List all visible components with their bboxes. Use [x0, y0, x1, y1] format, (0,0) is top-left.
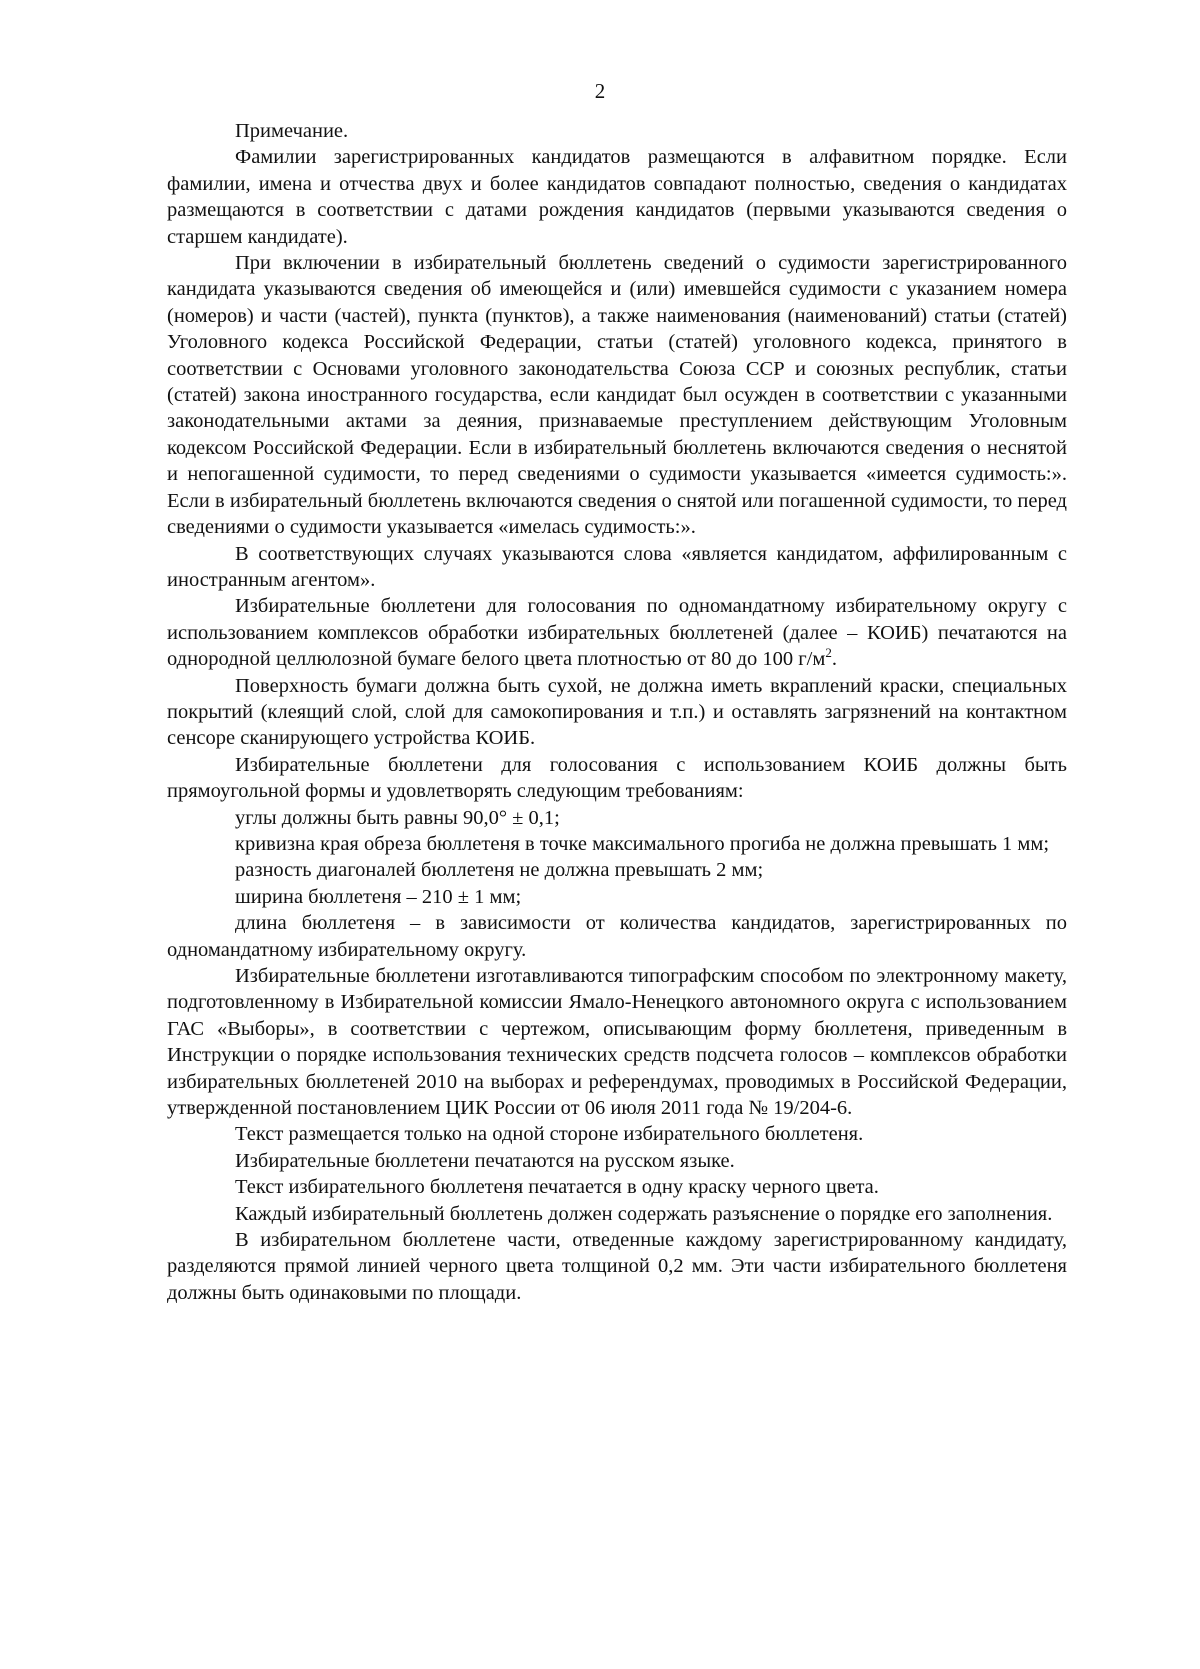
paper-density-tail: . — [831, 648, 837, 671]
page-number: 2 — [594, 79, 606, 103]
requirement-width: ширина бюллетеня – 210 ± 1 мм; — [235, 885, 522, 908]
paragraph-language: Избирательные бюллетени печатаются на русском языке. — [235, 1149, 735, 1172]
requirement-angles: углы должны быть равны 90,0° ± 0,1; — [235, 806, 560, 829]
paragraph-explanation: Каждый избирательный бюллетень должен содержать разъяснение о порядке его заполнения. — [235, 1202, 1053, 1225]
paragraph-candidate-sections: В избирательном бюллетене части, отведенные каждому зарегистрированному кандидату, разделяются прямой линией черного цвета толщиной 0,2 мм. Эти части избирательного бюллетеня должны быть одинаковыми по площади. — [167, 1229, 1067, 1304]
paragraph-foreign-agent: В соответствующих случаях указываются слова «является кандидатом, аффилированным с иностранным агентом». — [167, 542, 1067, 591]
requirement-diagonals: разность диагоналей бюллетеня не должна превышать 2 мм; — [235, 859, 764, 882]
document-body — [167, 118, 1067, 1306]
note-heading: Примечание. — [235, 120, 349, 142]
paragraph-candidate-order: Фамилии зарегистрированных кандидатов размещаются в алфавитном порядке. Если фамилии, имена и отчества двух и более кандидатов совпадают полностью, сведения о кандидатах размещаются в соответствии с датами рождения кандидатов (первыми указываются сведения о старшем кандидате). — [167, 146, 1067, 248]
requirement-length: длина бюллетеня – в зависимости от количества кандидатов, зарегистрированных по одномандатному избирательному округу. — [167, 912, 1067, 961]
paragraph-printing-method: Избирательные бюллетени изготавливаются типографским способом по электронному макету, подготовленному в Избирательной комиссии Ямало-Ненецкого автономного округа с использованием ГАС «Выборы», в соответствии с чертежом, описывающим форму бюллетеня, приведенным в Инструкции о порядке использования технических средств подсчета голосов – комплексов обработки избирательных бюллетеней 2010 на выборах и референдумах, проводимых в Российской Федерации, утвержденной постановлением ЦИК России от 06 июля 2011 года № 19/204-6. — [167, 965, 1067, 1120]
paragraph-one-side: Текст размещается только на одной стороне избирательного бюллетеня. — [235, 1123, 864, 1146]
paragraph-paper-surface: Поверхность бумаги должна быть сухой, не должна иметь вкраплений краски, специальных покрытий (клеящий слой, слой для самокопирования и т.п.) и оставлять загрязнений на контактном сенсоре сканирующего устройства КОИБ. — [167, 674, 1067, 750]
paper-density-superscript: 2 — [825, 645, 832, 661]
paragraph-criminal-record: При включении в избирательный бюллетень сведений о судимости зарегистрированного кандидата указываются сведения об имеющейся и (или) имевшейся судимости с указанием номера (номеров) и части (частей), пункта (пунктов), а также наименования (наименований) статьи (статей) Уголовного кодекса Российской Федерации, статьи (статей) уголовного кодекса, принятого в соответствии с Основами уголовного законодательства Союза ССР и союзных республик, статьи (статей) закона иностранного государства, если кандидат был осужден в соответствии с указанными законодательными актами за деяния, признаваемые преступлением действующим Уголовным кодексом Российской Федерации. Если в избирательный бюллетень включаются сведения о неснятой и непогашенной судимости, то перед сведениями о судимости указывается «имеется судимость:». Если в избирательный бюллетень включаются сведения о снятой или погашенной судимости, то перед сведениями о судимости указывается «имелась судимость:». — [167, 252, 1067, 539]
paragraph-ink-color: Текст избирательного бюллетеня печатается в одну краску черного цвета. — [235, 1176, 879, 1199]
paragraph-ballot-shape: Избирательные бюллетени для голосования с использованием КОИБ должны быть прямоугольной формы и удовлетворять следующим требованиям: — [167, 753, 1067, 803]
paragraph-paper-density — [167, 593, 1067, 672]
requirement-edge-curvature: кривизна края обреза бюллетеня в точке максимального прогиба не должна превышать 1 мм; — [235, 832, 1050, 855]
paper-density-text: Избирательные бюллетени для голосования по одномандатному избирательному округу с использованием комплексов обработки избирательных бюллетеней (далее – КОИБ) печатаются на однородной целлюлозной бумаге белого цвета плотностью от 80 до 100 г/м — [167, 595, 1067, 671]
